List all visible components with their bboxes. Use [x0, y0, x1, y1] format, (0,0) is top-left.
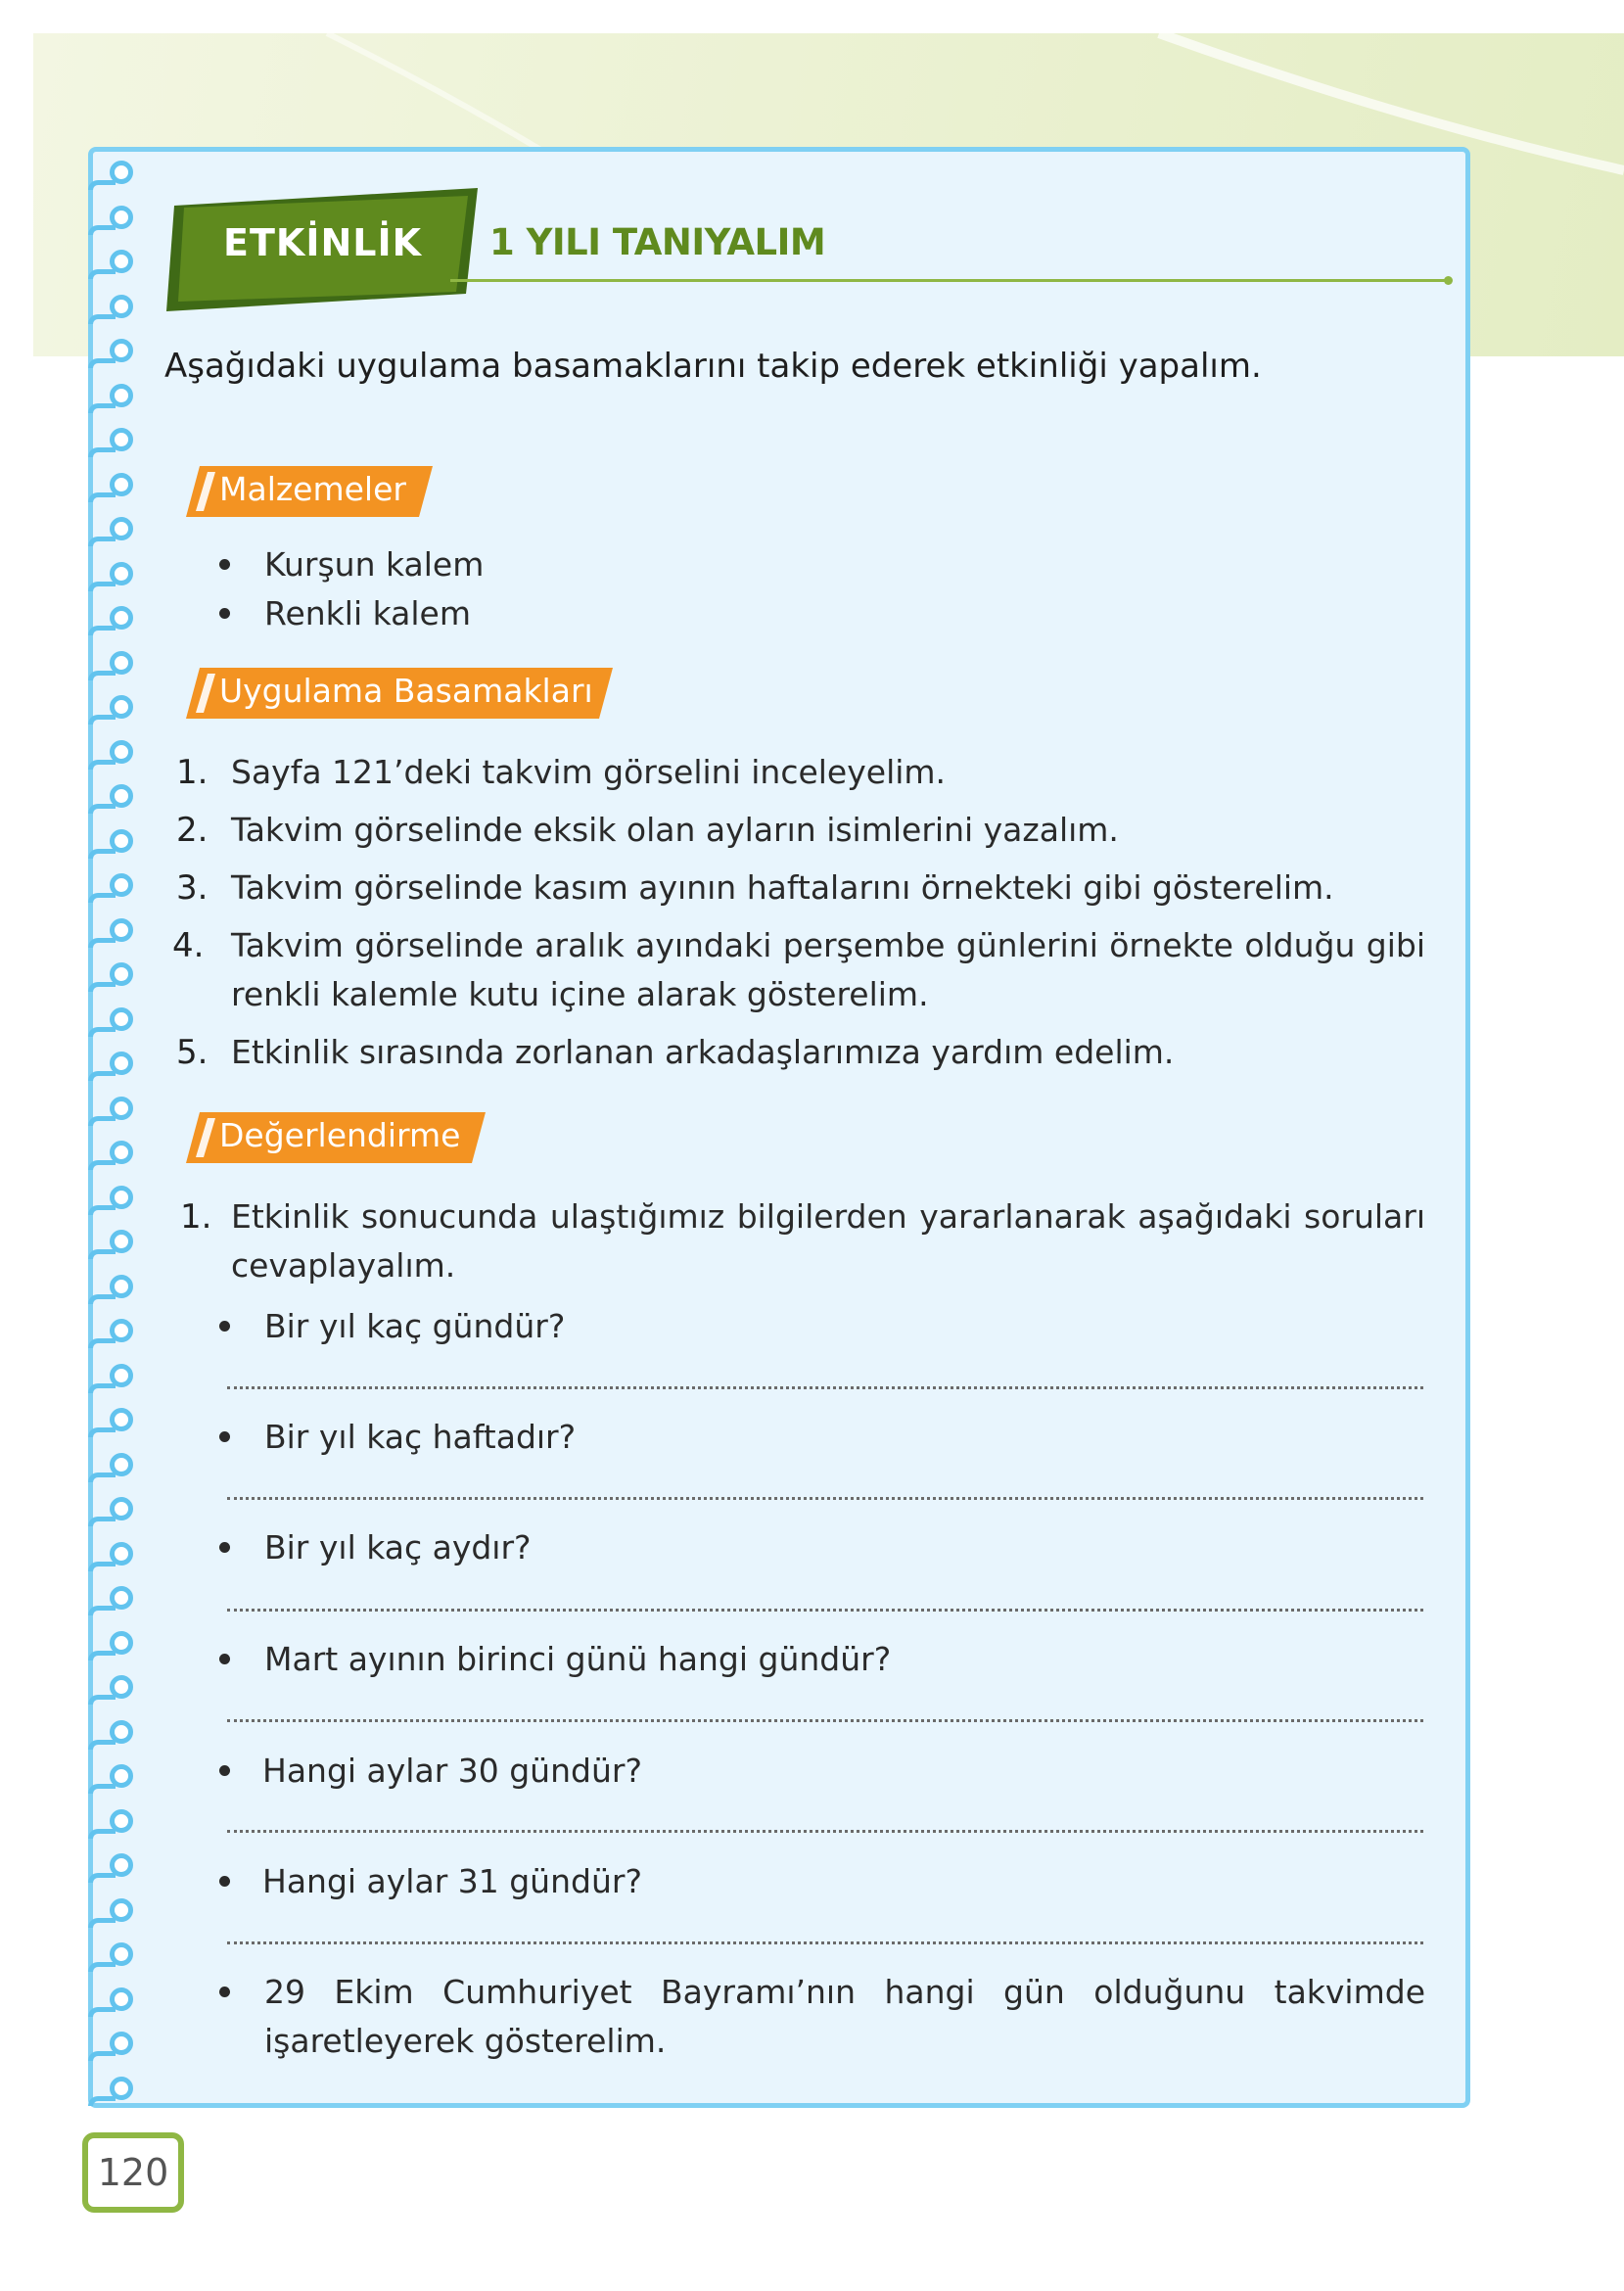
notebook-spiral-binding	[78, 147, 157, 2108]
step-text: Takvim görselinde eksik olan ayların isimlerini yazalım.	[231, 811, 1119, 849]
evaluation-question: Mart ayının birinci günü hangi gündür?	[264, 1640, 892, 1678]
page-number-box	[82, 2132, 184, 2213]
spiral-hook	[88, 671, 116, 680]
bullet-dot	[219, 1542, 230, 1553]
spiral-hook	[88, 1027, 116, 1037]
spiral-hook	[88, 582, 116, 591]
bullet-dot	[219, 559, 230, 570]
spiral-hook	[88, 1740, 116, 1750]
bullet-dot	[219, 608, 230, 619]
spiral-hook	[88, 1517, 116, 1526]
intro-instruction: Aşağıdaki uygulama basamaklarını takip ederek etkinliği yapalım.	[164, 347, 1262, 386]
page-number: 120	[97, 2151, 169, 2194]
step-number: 3.	[176, 868, 209, 908]
bullet-dot	[219, 1654, 230, 1664]
evaluation-question: Bir yıl kaç gündür?	[264, 1307, 566, 1345]
spiral-hook	[88, 2096, 116, 2106]
evaluation-question: Hangi aylar 31 gündür?	[262, 1862, 642, 1900]
spiral-hook	[88, 225, 116, 235]
spiral-hook	[88, 1918, 116, 1928]
step-text: Takvim görselinde aralık ayındaki perşembe günlerini örnekte olduğu gibi renkli kalemle kutu içine alarak gösterelim.	[231, 926, 1425, 1013]
evaluation-tag-label: Değerlendirme	[219, 1116, 461, 1154]
answer-line	[227, 1830, 1423, 1833]
materials-item-colored-pencil: Renkli kalem	[264, 594, 471, 632]
spiral-hook	[88, 403, 116, 413]
section-tag-materials	[186, 466, 433, 517]
spiral-hook	[88, 804, 116, 814]
spiral-hook	[88, 626, 116, 635]
spiral-hook	[88, 1829, 116, 1839]
spiral-hook	[88, 180, 116, 190]
step-number: 2.	[176, 811, 209, 850]
spiral-hook	[88, 1071, 116, 1081]
evaluation-question: Bir yıl kaç haftadır?	[264, 1418, 577, 1456]
spiral-hook	[88, 1473, 116, 1482]
answer-line	[227, 1941, 1423, 1944]
question-text: Etkinlik sonucunda ulaştığımız bilgilerden yararlanarak aşağıdaki soruları cevaplayalım.	[231, 1197, 1425, 1285]
spiral-hook	[88, 938, 116, 948]
section-tag-evaluation	[186, 1112, 486, 1163]
spiral-hook	[88, 1873, 116, 1883]
bullet-dot	[219, 1987, 230, 1997]
spiral-hook	[88, 849, 116, 859]
answer-line	[227, 1386, 1423, 1389]
step-text: Etkinlik sırasında zorlanan arkadaşlarımıza yardım edelim.	[231, 1033, 1175, 1071]
spiral-hook	[88, 358, 116, 368]
activity-title: 1 YILI TANIYALIM	[489, 221, 826, 263]
spiral-hook	[88, 1160, 116, 1170]
spiral-hook	[88, 1695, 116, 1705]
evaluation-question: Bir yıl kaç aydır?	[264, 1528, 532, 1566]
question-number: 1.	[180, 1197, 212, 1237]
spiral-hook	[88, 1338, 116, 1348]
answer-line	[227, 1609, 1423, 1612]
spiral-hook	[88, 447, 116, 457]
spiral-hook	[88, 492, 116, 502]
spiral-hook	[88, 715, 116, 725]
spiral-hook	[88, 2051, 116, 2061]
steps-tag-label: Uygulama Basamakları	[219, 672, 593, 710]
evaluation-question: Hangi aylar 30 gündür?	[262, 1752, 642, 1790]
spiral-hook	[88, 1383, 116, 1393]
spiral-hook	[88, 1562, 116, 1571]
spiral-hook	[88, 537, 116, 546]
answer-line	[227, 1719, 1423, 1722]
spiral-hook	[88, 982, 116, 992]
spiral-hook	[88, 2007, 116, 2017]
spiral-hook	[88, 1205, 116, 1215]
step-number: 5.	[176, 1033, 209, 1072]
step-number: 4.	[172, 926, 205, 965]
spiral-hook	[88, 1427, 116, 1437]
bullet-dot	[219, 1321, 230, 1332]
spiral-hook	[88, 1249, 116, 1259]
materials-item-pencil: Kurşun kalem	[264, 545, 485, 584]
step-text: Sayfa 121’deki takvim görselini inceleyelim.	[231, 753, 947, 791]
step-number: 1.	[176, 753, 209, 792]
bullet-dot	[219, 1431, 230, 1442]
title-underline	[450, 279, 1449, 282]
section-tag-steps	[186, 668, 613, 719]
etkinlik-tab-label: ETKİNLİK	[223, 221, 423, 264]
bullet-dot	[219, 1765, 230, 1776]
spiral-hook	[88, 1962, 116, 1972]
spiral-hook	[88, 1651, 116, 1660]
spiral-hook	[88, 1116, 116, 1126]
spiral-hook	[88, 1606, 116, 1615]
spiral-hook	[88, 893, 116, 903]
spiral-hook	[88, 314, 116, 324]
spiral-hook	[88, 1784, 116, 1794]
spiral-hook	[88, 760, 116, 770]
evaluation-question: 29 Ekim Cumhuriyet Bayramı’nın hangi gün olduğunu takvimde işaretleyerek gösterelim.	[264, 1973, 1425, 2060]
answer-line	[227, 1497, 1423, 1500]
spiral-hook	[88, 1294, 116, 1304]
materials-tag-label: Malzemeler	[219, 470, 406, 508]
step-text: Takvim görselinde kasım ayının haftalarını örnekteki gibi gösterelim.	[231, 868, 1334, 907]
spiral-hook	[88, 269, 116, 279]
bullet-dot	[219, 1876, 230, 1887]
